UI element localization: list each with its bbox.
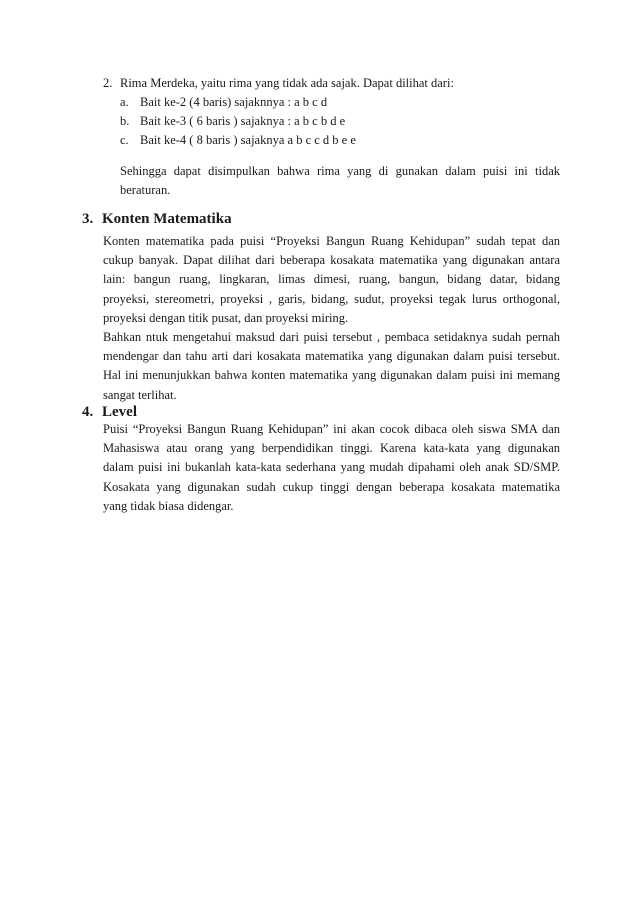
sub-item-letter: c. bbox=[120, 133, 129, 147]
paragraph-line: Mahasiswa atau orang yang berpendidikan tinggi. Karena kata-kata yang digunakan bbox=[103, 441, 560, 456]
section-3-paragraph bbox=[103, 232, 560, 405]
sub-item-text: Bait ke-4 ( 8 baris ) sajaknya a b c c d b e e bbox=[140, 133, 356, 147]
sub-item-b bbox=[120, 112, 345, 131]
paragraph-line: proyeksi dengan titik pusat, dan proyeksi miring. bbox=[103, 310, 349, 325]
paragraph-line: mendengar dan tahu arti dari kosakata matematika yang digunakan dalam puisi tersebut. bbox=[103, 349, 560, 364]
paragraph-line: Bahkan ntuk mengetahui maksud dari puisi tersebut , pembaca setidaknya sudah pernah bbox=[103, 330, 560, 345]
paragraph-line: sangat terlihat. bbox=[103, 387, 177, 402]
paragraph-line: Konten matematika pada puisi “Proyeksi Bangun Ruang Kehidupan” sudah tepat dan bbox=[103, 234, 560, 248]
paragraph-line: Hal ini menunjukkan bahwa konten matematika yang digunakan dalam puisi ini memang bbox=[103, 368, 560, 383]
paragraph-line: Sehingga dapat disimpulkan bahwa rima yang di gunakan dalam puisi ini tidak bbox=[120, 164, 560, 178]
paragraph-line: beraturan. bbox=[120, 183, 171, 198]
sub-item-text: Bait ke-2 (4 baris) sajaknnya : a b c d bbox=[140, 95, 328, 109]
section-heading-3 bbox=[82, 209, 232, 229]
paragraph-line: cukup banyak. Dapat dilihat dari beberapa kosakata matematika yang digunakan antara bbox=[103, 253, 560, 268]
section-heading-4 bbox=[82, 402, 137, 422]
section-4-paragraph bbox=[103, 420, 560, 516]
paragraph-line: lain: bangun ruang, lingkaran, limas dimesi, ruang, bangun, bidang datar, bidang bbox=[103, 272, 560, 287]
sub-item-c bbox=[120, 131, 356, 150]
paragraph-line: proyeksi, stereometri, proyeksi , garis, bidang, sudut, proyeksi tegak lurus orthogonal, bbox=[103, 291, 560, 306]
heading-title: Konten Matematika bbox=[102, 211, 232, 227]
heading-number: 4. bbox=[82, 404, 94, 420]
conclusion-paragraph bbox=[120, 162, 560, 200]
paragraph-line: yang tidak biasa didengar. bbox=[103, 498, 234, 513]
paragraph-line: Puisi “Proyeksi Bangun Ruang Kehidupan” ini akan cocok dibaca oleh siswa SMA dan bbox=[103, 422, 560, 436]
sub-item-letter: a. bbox=[120, 95, 129, 109]
paragraph-line: dalam puisi ini bukanlah kata-kata sederhana yang mudah dipahami oleh anak SD/SMP. bbox=[103, 460, 560, 475]
sub-item-letter: b. bbox=[120, 114, 130, 128]
list-item-text: Rima Merdeka, yaitu rima yang tidak ada sajak. Dapat dilihat dari: bbox=[120, 76, 454, 90]
sub-item-a bbox=[120, 93, 327, 112]
heading-title: Level bbox=[102, 404, 137, 420]
paragraph-line: Kosakata yang digunakan sudah cukup tinggi dengan beberapa kosakata matematika bbox=[103, 479, 560, 494]
heading-number: 3. bbox=[82, 211, 94, 227]
sub-item-text: Bait ke-3 ( 6 baris ) sajaknya : a b c b d e bbox=[140, 114, 346, 128]
list-item-number: 2. bbox=[103, 76, 113, 90]
